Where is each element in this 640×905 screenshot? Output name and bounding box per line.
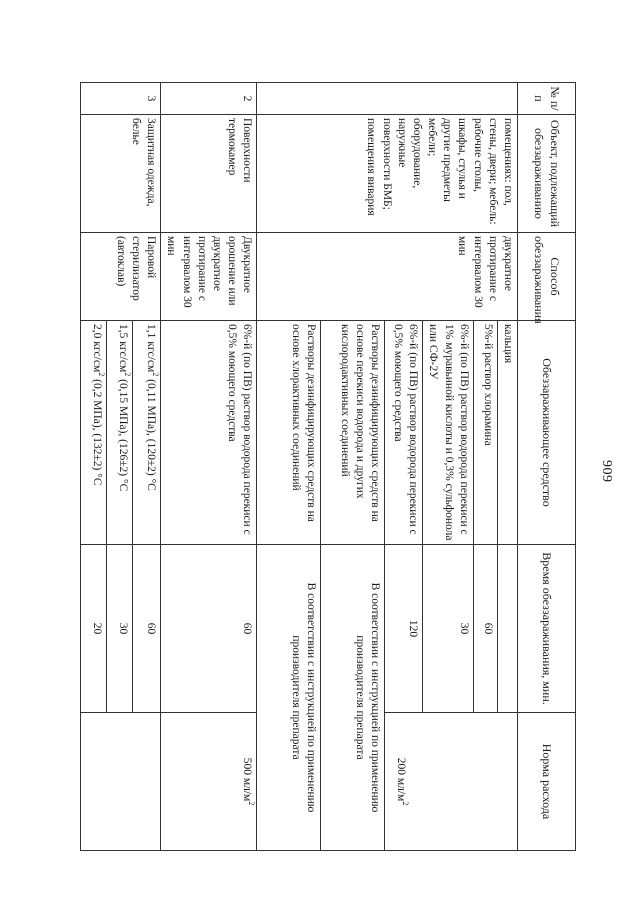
header-num: № п/п — [518, 83, 576, 115]
row1-time-f: В соответствии с инструкцией по применению производителя препарата — [257, 545, 321, 851]
row2-agent: 6%-й (по ПВ) раствор водорода перекиси с 0,5% моющего средства — [161, 321, 257, 545]
row1-time-c: 30 — [423, 545, 474, 713]
row2-norm-sup: 2 — [247, 801, 257, 806]
row1-agent-b: 5%-й раствор хлорамина — [473, 321, 497, 545]
page-number: 909 — [599, 460, 614, 483]
table-row — [161, 83, 257, 851]
row3-agent-a-head: 1,1 кгс/см — [145, 324, 158, 373]
header-agent: Обеззараживающее средство — [518, 321, 576, 545]
row3-agent-c-head: 2,0 кгс/см — [91, 324, 104, 373]
row3-agent-b-head: 1,5 кгс/см — [117, 324, 130, 373]
row3-agent-c — [81, 321, 107, 545]
row3-object: Защитная одежда, белье — [81, 115, 161, 233]
row3-method: Паровой стерилизатор (автоклав) — [81, 233, 161, 321]
row3-agent-b — [107, 321, 133, 545]
row1-method: двукратное протирание с интервалом 30 мин — [257, 233, 518, 321]
row3-agent-c-sup: 2 — [97, 372, 107, 377]
row1-norm — [385, 713, 518, 851]
header-norm: Норма расхода — [518, 713, 576, 851]
header-time: Время обеззараживания, мин. — [518, 545, 576, 713]
table-row — [497, 83, 517, 851]
row1-agent-c: 6%-й (по ПВ) раствор водорода перекиси с 1% муравьиной кислоты и 0,3% сульфонола или СФ-2У — [423, 321, 474, 545]
header-method: Способ обеззараживания — [518, 233, 576, 321]
row3-time-c: 20 — [81, 545, 107, 713]
row1-num — [257, 83, 518, 115]
row3-time-a: 60 — [133, 545, 161, 713]
row1-time-a — [497, 545, 517, 713]
row1-norm-sup: 2 — [401, 801, 411, 806]
row2-object: Поверхности термокамер — [161, 115, 257, 233]
row2-time: 60 — [161, 545, 257, 713]
row3-agent-a-tail: (0,11 МПа), (120±2) °С — [145, 376, 158, 491]
row2-method: Двукратное орошение или двукратное протирание с интервалом 30 мин — [161, 233, 257, 321]
row1-agent-e: Растворы дезинфицирующих средств на основе перекиси водорода и других кислородактивных соединений — [321, 321, 385, 545]
table-row — [133, 83, 161, 851]
row1-agent-a: кальция — [497, 321, 517, 545]
row2-num: 2 — [161, 83, 257, 115]
row2-norm-value: 500 мл/м — [241, 757, 254, 802]
row3-agent-b-tail: (0,15 МПа), (126±2) °С — [117, 376, 130, 492]
row1-norm-value: 200 мл/м — [395, 757, 408, 802]
row3-time-b: 30 — [107, 545, 133, 713]
row1-object: помещениях: пол, стены, двери; мебель: рабочие столы, шкафы, стулья и другие предметы мебели; оборудование, наружные поверхности БМБ; помещения вивария — [257, 115, 518, 233]
row3-agent-c-tail: (0,2 МПа), (132±2) °С — [91, 376, 104, 486]
row2-norm — [161, 713, 257, 851]
disinfection-table-container — [91, 82, 576, 850]
table-header-row — [518, 83, 576, 851]
row1-agent-f: Растворы дезинфицирующих средств на основе хлорактивных соединений — [257, 321, 321, 545]
header-object: Объект, подлежащий обеззараживанию — [518, 115, 576, 233]
row1-time-e: В соответствии с инструкцией по применению производителя препарата — [321, 545, 385, 851]
row1-time-d: 120 — [385, 545, 423, 713]
row3-agent-a — [133, 321, 161, 545]
row3-num: 3 — [81, 83, 161, 115]
row1-time-b: 60 — [473, 545, 497, 713]
disinfection-table — [80, 82, 576, 851]
row3-agent-a-sup: 2 — [151, 372, 161, 377]
row3-norm — [81, 713, 161, 851]
row3-agent-b-sup: 2 — [123, 372, 133, 377]
row1-agent-d: 6%-й (по ПВ) раствор водорода перекиси с 0,5% моющего средства — [385, 321, 423, 545]
